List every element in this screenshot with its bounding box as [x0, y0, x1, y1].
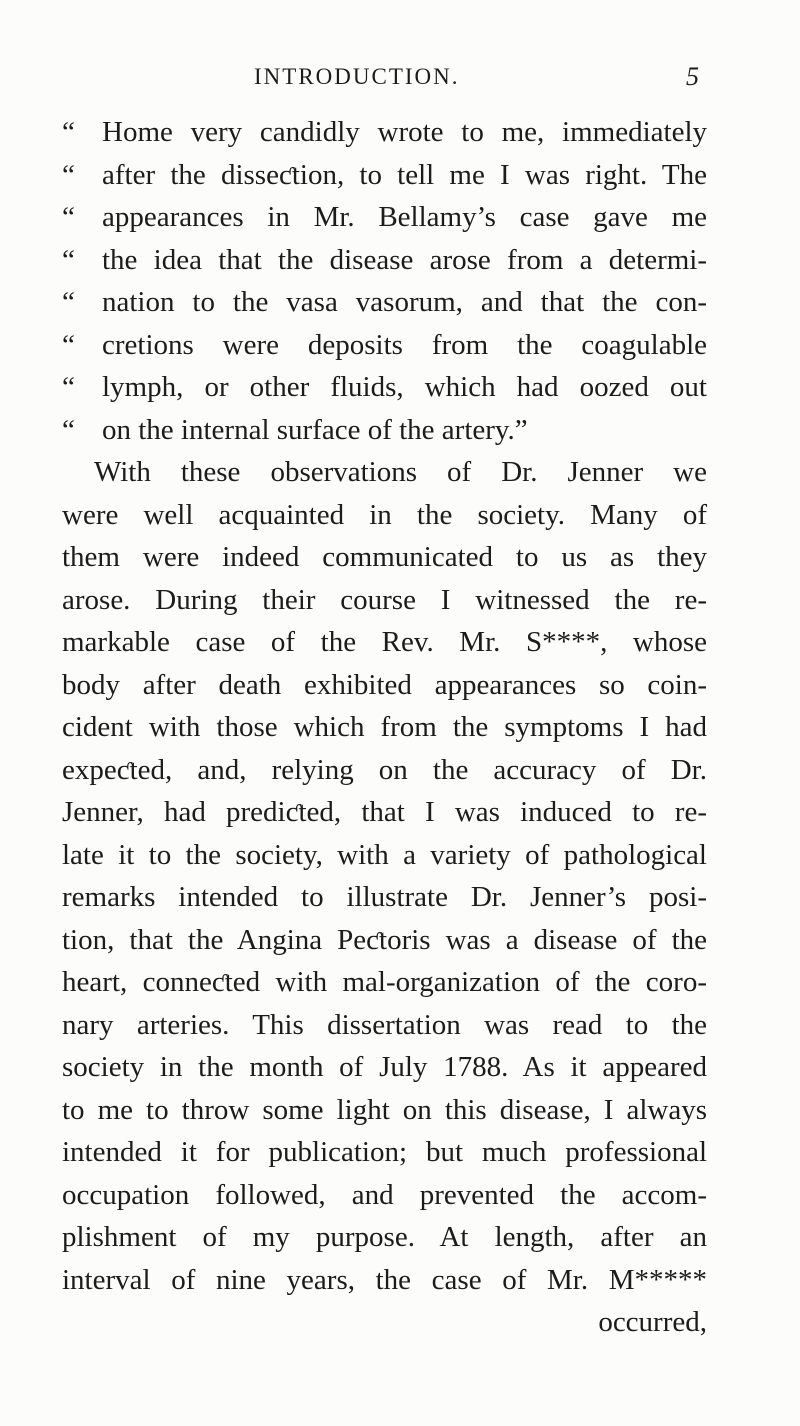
page-number: 5 — [686, 62, 699, 91]
text-line: “ cretions were deposits from the coagulable — [62, 324, 707, 367]
quote-mark: “ — [62, 201, 75, 233]
text-line: plishment of my purpose. At length, after an — [62, 1221, 707, 1253]
text-line: With these observations of Dr. Jenner we — [94, 456, 707, 488]
text-line: body after death exhibited appearances so coin- — [62, 668, 707, 701]
text-line: “ on the internal surface of the artery.” — [62, 409, 707, 452]
quote-mark: “ — [62, 286, 75, 318]
text-line: tion, that the Angina Peƈtoris was a disease of the — [62, 923, 707, 956]
text-line: “ after the disseƈtion, to tell me I was right. The — [62, 154, 707, 197]
text-line: “ lymph, or other fluids, which had oozed out — [62, 366, 707, 409]
text-line: were well acquainted in the society. Many of — [62, 498, 707, 531]
text-line: “ appearances in Mr. Bellamy’s case gave me — [62, 196, 707, 239]
quote-mark: “ — [62, 413, 75, 446]
text-line: intended it for publication; but much professional — [62, 1136, 707, 1168]
text-line: Jenner, had prediƈted, that I was induced to re- — [62, 796, 707, 828]
text-line: interval of nine years, the case of Mr. M***** — [62, 1263, 707, 1296]
text-line: “ Home very candidly wrote to me, immediately — [62, 111, 707, 154]
quote-mark: “ — [62, 243, 75, 276]
text-line: society in the month of July 1788. As it appeared — [62, 1051, 707, 1083]
text-line: late it to the society, with a variety of pathological — [62, 838, 707, 871]
text-line: remarks intended to illustrate Dr. Jenner’s posi- — [62, 881, 707, 913]
text-line: nary arteries. This dissertation was read to the — [62, 1008, 707, 1041]
quote-mark: “ — [62, 158, 75, 191]
body-text — [62, 111, 707, 1344]
quote-mark: “ — [62, 328, 75, 361]
text-line: markable case of the Rev. Mr. S****, whose — [62, 626, 707, 658]
catchword: occurred, — [598, 1306, 707, 1338]
text-line: arose. During their course I witnessed the re- — [62, 583, 707, 616]
text-line: to me to throw some light on this disease, I always — [62, 1093, 707, 1126]
text-line: “ nation to the vasa vasorum, and that the con- — [62, 281, 707, 324]
text-line: expeƈted, and, relying on the accuracy of Dr. — [62, 753, 707, 786]
text-line: heart, conneƈted with mal-organization of the coro- — [62, 966, 707, 998]
text-line: “ the idea that the disease arose from a determi- — [62, 239, 707, 282]
text-line: occupation followed, and prevented the accom- — [62, 1178, 707, 1211]
page-header — [0, 64, 800, 104]
text-line: them were indeed communicated to us as they — [62, 541, 707, 573]
running-head: INTRODUCTION. — [254, 64, 460, 89]
quote-mark: “ — [62, 116, 75, 148]
quote-mark: “ — [62, 371, 75, 403]
text-line: cident with those which from the symptoms I had — [62, 711, 707, 743]
